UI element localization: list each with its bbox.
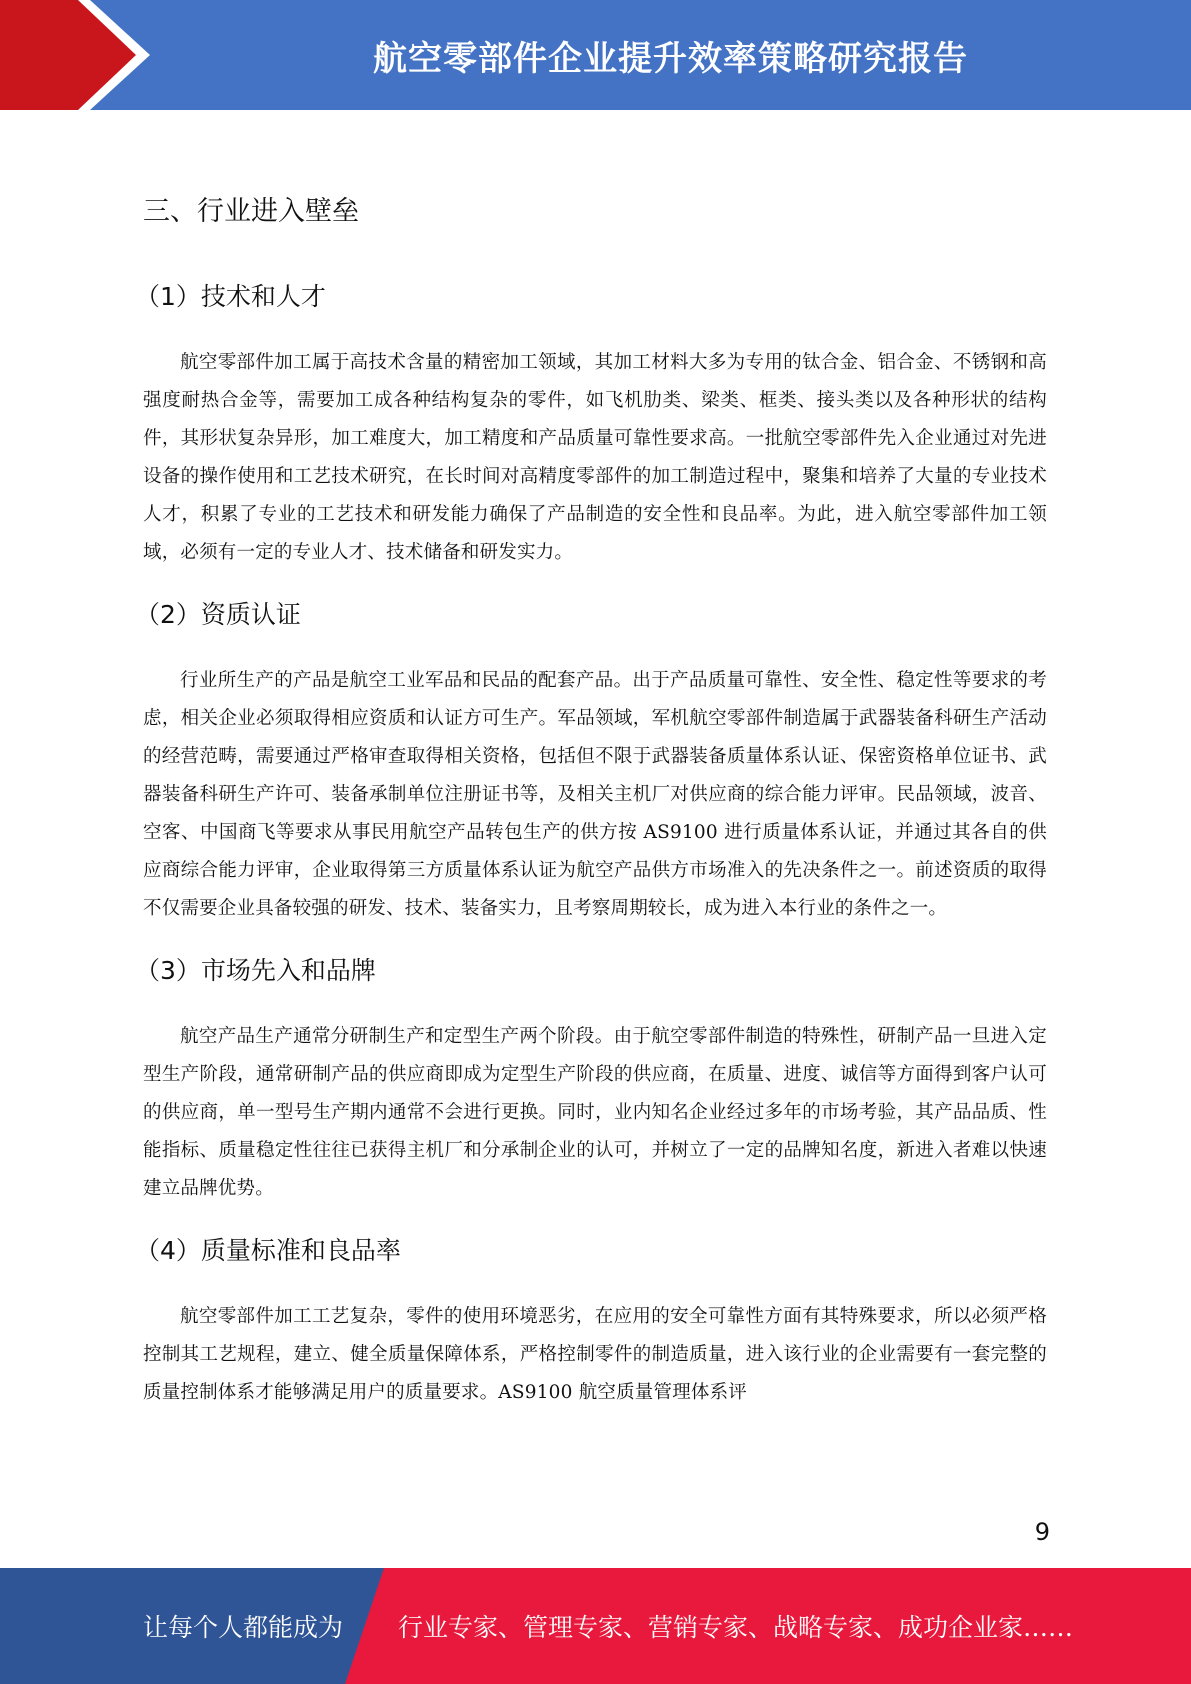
paragraph-market-brand: 航空产品生产通常分研制生产和定型生产两个阶段。由于航空零部件制造的特殊性，研制产品一旦进入定型生产阶段，通常研制产品的供应商即成为定型生产阶段的供应商，在质量、进度、诚信等方面得到客户认可的供应商，单一型号生产期内通常不会进行更换。同时，业内知名企业经过多年的市场考验，其产品品质、性能指标、质量稳定性往往已获得主机厂和分承制企业的认可，并树立了一定的品牌知名度，新进入者难以快速建立品牌优势。 — [143, 1026, 1047, 1199]
subsection-heading-market-brand: （3）市场先入和品牌 — [135, 956, 376, 985]
page-footer — [0, 1568, 1191, 1684]
document-body — [135, 186, 1047, 1430]
paragraph-certification: 行业所生产的产品是航空工业军品和民品的配套产品。出于产品质量可靠性、安全性、稳定性等要求的考虑，相关企业必须取得相应资质和认证方可生产。军品领域，军机航空零部件制造属于武器装备科研生产活动的经营范畴，需要通过严格审查取得相关资格，包括但不限于武器装备质量体系认证、保密资格单位证书、武器装备科研生产许可、装备承制单位注册证书等，及相关主机厂对供应商的综合能力评审。民品领域，波音、空客、中国商飞等要求从事民用航空产品转包生产的供方按 AS9100 进行质量体系认证，并通过其各自的供应商综合能力评审，企业取得第三方质量体系认证为航空产品供方市场准入的先决条件之一。前述资质的取得不仅需要企业具备较强的研发、技术、装备实力，且考察周期较长，成为进入本行业的条件之一。 — [143, 670, 1047, 919]
footer-right-text: 行业专家、管理专家、营销专家、战略专家、成功企业家…… — [398, 1613, 1074, 1642]
paragraph-talent: 航空零部件加工属于高技术含量的精密加工领域，其加工材料大多为专用的钛合金、铝合金、不锈钢和高强度耐热合金等，需要加工成各种结构复杂的零件，如飞机肋类、梁类、框类、接头类以及各种形状的结构件，其形状复杂异形，加工难度大，加工精度和产品质量可靠性要求高。一批航空零部件先入企业通过对先进设备的操作使用和工艺技术研究，在长时间对高精度零部件的加工制造过程中，聚集和培养了大量的专业技术人才，积累了专业的工艺技术和研发能力确保了产品制造的安全性和良品率。为此，进入航空零部件加工领域，必须有一定的专业人才、技术储备和研发实力。 — [143, 352, 1047, 563]
subsection-heading-certification: （2）资质认证 — [135, 600, 301, 629]
subsection-heading-quality: （4）质量标准和良品率 — [135, 1236, 401, 1265]
header-title: 航空零部件企业提升效率策略研究报告 — [373, 38, 968, 79]
paragraph-quality: 航空零部件加工工艺复杂，零件的使用环境恶劣，在应用的安全可靠性方面有其特殊要求，所以必须严格控制其工艺规程，建立、健全质量保障体系，严格控制零件的制造质量，进入该行业的企业需要有一套完整的质量控制体系才能够满足用户的质量要求。AS9100 航空质量管理体系评 — [143, 1306, 1047, 1403]
page-number: 9 — [1034, 1518, 1050, 1546]
page-header — [0, 0, 1191, 110]
subsection-heading-talent: （1）技术和人才 — [135, 282, 326, 311]
footer-left-text: 让每个人都能成为 — [143, 1613, 344, 1642]
section-title: 三、行业进入壁垒 — [143, 196, 359, 227]
